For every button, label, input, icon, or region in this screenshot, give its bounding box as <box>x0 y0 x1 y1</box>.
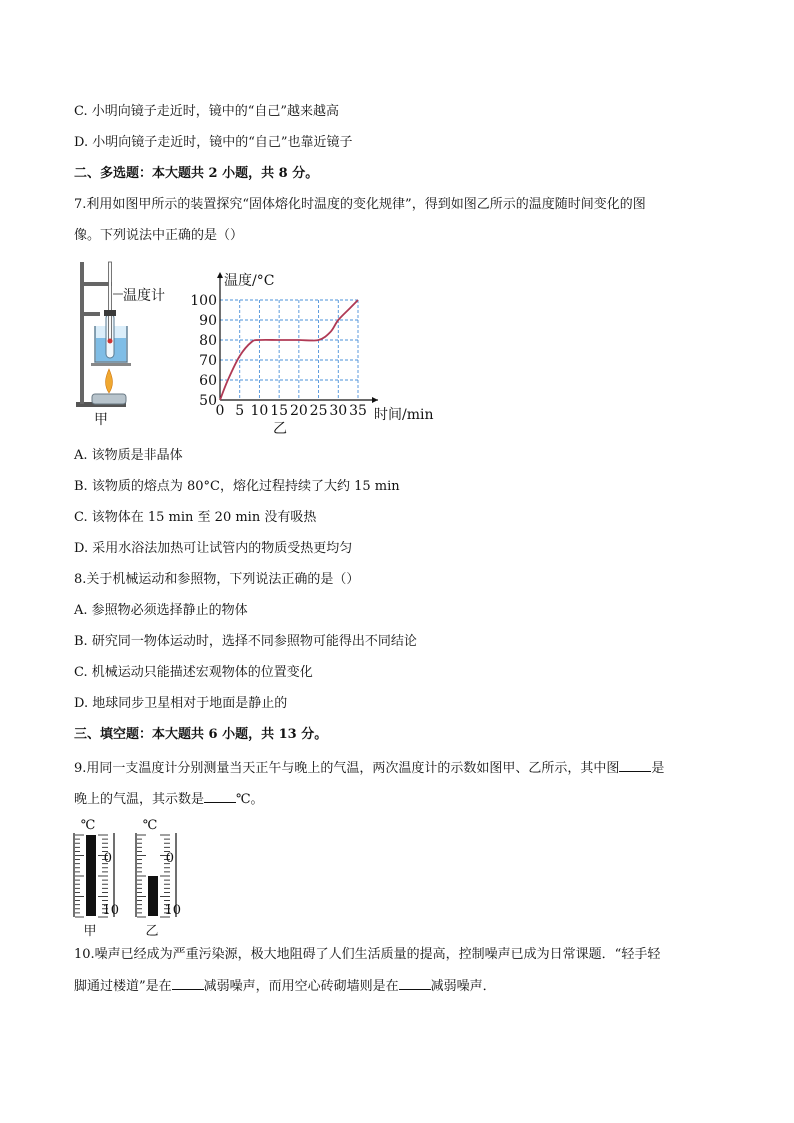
y-tick-label: 70 <box>199 353 217 369</box>
liquid-column <box>86 835 96 916</box>
thermometer-bulb <box>108 339 113 344</box>
q9-text-3: 晚上的气温，其示数是 <box>74 792 205 807</box>
q10-line-2 <box>74 977 496 996</box>
q7-stem-line-2: 像。下列说法中正确的是（） <box>74 228 244 243</box>
q8-option-d: D. 地球同步卫星相对于地面是静止的 <box>74 696 288 711</box>
x-axis-label: 时间/min <box>374 407 434 423</box>
scale-label-top: 0 <box>165 851 174 866</box>
q10-blank-2[interactable] <box>399 977 431 990</box>
q10-blank-1[interactable] <box>172 977 204 990</box>
q9-blank-reading[interactable] <box>204 790 236 803</box>
q8-option-b: B. 研究同一物体运动时，选择不同参照物可能得出不同结论 <box>74 634 417 649</box>
stopper <box>104 310 116 316</box>
apparatus-figure <box>70 256 182 426</box>
q9-text-1: 9.用同一支温度计分别测量当天正午与晚上的气温，两次温度计的示数如图甲、乙所示，其中图 <box>74 761 620 776</box>
q7-option-c: C. 该物体在 15 min 至 20 min 没有吸热 <box>74 510 317 525</box>
q9-text-4: ℃。 <box>236 792 264 807</box>
gauze <box>91 363 131 366</box>
unit-label: ℃ <box>80 818 96 833</box>
ring-clamp <box>80 312 100 316</box>
thermometer-label: 温度计 <box>123 288 165 304</box>
burner-base <box>92 394 126 404</box>
x-tick-label: 5 <box>235 403 245 419</box>
thermometer-stem <box>109 262 112 340</box>
section-fill-blank-heading: 三、填空题：本大题共 6 小题，共 13 分。 <box>74 727 328 742</box>
x-tick-label: 35 <box>349 403 367 419</box>
y-tick-label: 50 <box>199 393 217 409</box>
y-tick-label: 90 <box>199 313 217 329</box>
q10-text-1: 脚通过楼道”是在 <box>74 979 172 994</box>
scale-label-bottom: 10 <box>102 903 119 918</box>
y-tick-label: 60 <box>199 373 217 389</box>
x-tick-label: 0 <box>215 403 225 419</box>
section-multiple-choice-heading: 二、多选题：本大题共 2 小题，共 8 分。 <box>74 166 319 181</box>
unit-label: ℃ <box>142 818 158 833</box>
q10-text-2: 减弱噪声，而用空心砖砌墙则是在 <box>203 979 399 994</box>
thermometer-caption: 乙 <box>145 924 159 939</box>
q9-line-2 <box>74 790 264 809</box>
x-tick-label: 10 <box>250 403 269 419</box>
q7-option-d: D. 采用水浴法加热可让试管内的物质受热更均匀 <box>74 541 353 556</box>
q8-stem: 8.关于机械运动和参照物，下列说法正确的是（） <box>74 572 360 587</box>
upper-clamp <box>80 282 112 286</box>
x-tick-label: 15 <box>270 403 289 419</box>
burner-flame <box>106 369 113 393</box>
x-tick-label: 25 <box>309 403 328 419</box>
q9-blank-figure[interactable] <box>619 759 651 772</box>
y-tick-label: 80 <box>199 333 217 349</box>
q6-option-d: D. 小明向镜子走近时，镜中的“自己”也靠近镜子 <box>74 135 353 150</box>
y-axis-arrow <box>217 272 223 278</box>
q7-stem-line-1: 7.利用如图甲所示的装置探究“固体熔化时温度的变化规律”，得到如图乙所示的温度随时间变化的图 <box>74 197 646 212</box>
liquid-column <box>148 876 158 916</box>
scale-label-bottom: 10 <box>164 903 181 918</box>
q10-line-1: 10.噪声已经成为严重污染源，极大地阻碍了人们生活质量的提高，控制噪声已成为日常课题．“轻手轻 <box>74 947 661 962</box>
temperature-curve <box>220 300 358 400</box>
chart-caption: 乙 <box>273 421 287 437</box>
q9-line-1 <box>74 759 664 778</box>
y-tick-label: 100 <box>190 293 217 309</box>
temperature-time-chart <box>190 262 450 438</box>
q7-option-b: B. 该物质的熔点为 80°C，熔化过程持续了大约 15 min <box>74 479 400 494</box>
x-tick-label: 30 <box>329 403 348 419</box>
q8-option-a: A. 参照物必须选择静止的物体 <box>74 603 248 618</box>
thermometer-caption: 甲 <box>83 924 97 939</box>
thermometer-readings-figure <box>66 815 206 939</box>
apparatus-caption: 甲 <box>94 412 108 426</box>
scale-label-top: 0 <box>103 851 112 866</box>
y-axis-label: 温度/°C <box>224 273 275 289</box>
q6-option-c: C. 小明向镜子走近时，镜中的“自己”越来越高 <box>74 104 340 119</box>
q8-option-c: C. 机械运动只能描述宏观物体的位置变化 <box>74 665 313 680</box>
q9-text-2: 是 <box>651 761 665 776</box>
q10-text-3: 减弱噪声． <box>430 979 496 994</box>
q7-option-a: A. 该物质是非晶体 <box>74 448 183 463</box>
x-axis-arrow <box>372 397 378 403</box>
x-tick-label: 20 <box>289 403 308 419</box>
